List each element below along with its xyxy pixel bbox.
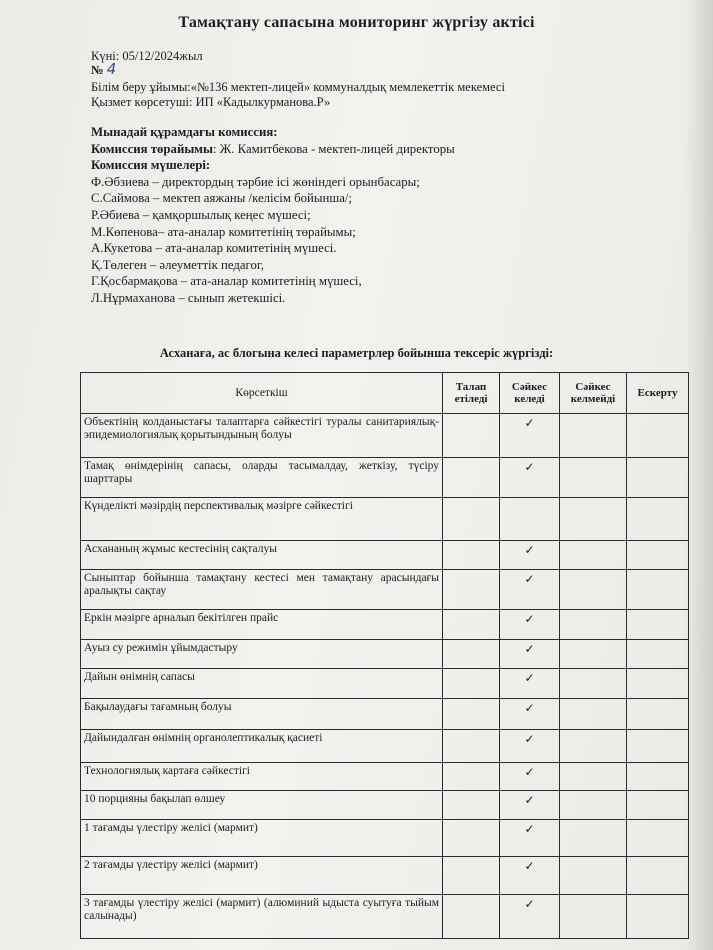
matches-cell: ✓ — [500, 763, 560, 791]
table-row — [81, 541, 689, 570]
note-cell — [627, 895, 689, 939]
table-row — [81, 895, 689, 939]
not-matches-cell — [560, 669, 627, 699]
required-cell — [443, 895, 500, 939]
matches-cell: ✓ — [500, 541, 560, 570]
matches-cell: ✓ — [500, 570, 560, 610]
provider-value: ИП «Кадылкурманова.Р» — [195, 95, 331, 109]
note-cell — [627, 820, 689, 857]
commission-member: Л.Нұрмаханова – сынып жетекшісі. — [91, 290, 286, 305]
criterion-cell: Ауыз су режимін ұйымдастыру — [81, 640, 443, 669]
number-value: 4 — [106, 60, 117, 78]
required-cell — [443, 857, 500, 895]
table-row — [81, 414, 689, 458]
criterion-cell: 10 порцияны бақылап өлшеу — [81, 791, 443, 820]
note-cell — [627, 610, 689, 640]
required-cell — [443, 458, 500, 498]
page-edge-shadow — [685, 0, 713, 950]
table-row — [81, 820, 689, 857]
commission-members-label: Комиссия мүшелері: — [91, 158, 211, 173]
criterion-cell: Еркін мәзірге арналып бекітілген прайс — [81, 610, 443, 640]
criterion-cell: 3 тағамды үлестіру желісі (мармит) (алюминий ыдыста суытуға тыйым салынады) — [81, 895, 443, 939]
column-header-indicator: Көрсеткіш — [81, 373, 443, 414]
organization-line — [91, 80, 505, 95]
matches-cell: ✓ — [500, 895, 560, 939]
matches-cell: ✓ — [500, 699, 560, 730]
not-matches-cell — [560, 857, 627, 895]
not-matches-cell — [560, 820, 627, 857]
not-matches-cell — [560, 699, 627, 730]
table-row — [81, 640, 689, 669]
column-header-not-matches: Сәйкес келмейді — [560, 373, 627, 414]
commission-member: М.Көпенова– ата-аналар комитетінің төрайымы; — [91, 224, 356, 239]
criterion-cell: Сыныптар бойынша тамақтану кестесі мен тамақтану арасындағы аралықты сақтау — [81, 570, 443, 610]
not-matches-cell — [560, 498, 627, 541]
required-cell — [443, 699, 500, 730]
matches-cell: ✓ — [500, 458, 560, 498]
not-matches-cell — [560, 791, 627, 820]
note-cell — [627, 414, 689, 458]
not-matches-cell — [560, 541, 627, 570]
organization-value: «№136 мектеп-лицей» коммуналдық мемлекеттік мекемесі — [190, 80, 505, 94]
table-row — [81, 498, 689, 541]
required-cell — [443, 414, 500, 458]
note-cell — [627, 541, 689, 570]
matches-cell: ✓ — [500, 669, 560, 699]
not-matches-cell — [560, 640, 627, 669]
note-cell — [627, 570, 689, 610]
provider-label: Қызмет көрсетуші: — [91, 95, 193, 109]
criterion-cell: Дайын өнімнің сапасы — [81, 669, 443, 699]
criterion-cell: Технологиялық картаға сәйкестігі — [81, 763, 443, 791]
not-matches-cell — [560, 610, 627, 640]
criterion-cell: Күнделікті мәзірдің перспективалық мәзірге сәйкестігі — [81, 498, 443, 541]
table-row — [81, 458, 689, 498]
matches-cell: ✓ — [500, 857, 560, 895]
commission-member: Р.Әбиева – қамқоршылық кеңес мүшесі; — [91, 207, 311, 222]
table-row — [81, 791, 689, 820]
matches-cell: ✓ — [500, 414, 560, 458]
criterion-cell: Бақылаудағы тағамның болуы — [81, 699, 443, 730]
required-cell — [443, 730, 500, 763]
criterion-cell: Дайындалған өнімнің органолептикалық қасиеті — [81, 730, 443, 763]
required-cell — [443, 820, 500, 857]
table-header-row — [81, 373, 689, 414]
commission-member: С.Саймова – мектеп аяжаны /келісім бойынша/; — [91, 191, 352, 206]
required-cell — [443, 610, 500, 640]
matches-cell: ✓ — [500, 820, 560, 857]
not-matches-cell — [560, 414, 627, 458]
commission-chair-value: : Ж. Камитбекова - мектеп-лицей директоры — [213, 141, 455, 156]
not-matches-cell — [560, 730, 627, 763]
provider-line — [91, 95, 330, 110]
table-row — [81, 570, 689, 610]
number-line — [91, 62, 116, 78]
criterion-cell: 2 тағамды үлестіру желісі (мармит) — [81, 857, 443, 895]
note-cell — [627, 857, 689, 895]
matches-cell: ✓ — [500, 640, 560, 669]
criterion-cell: Тамақ өнімдерінің сапасы, оларды тасымалдау, жеткізу, түсіру шарттары — [81, 458, 443, 498]
note-cell — [627, 498, 689, 541]
not-matches-cell — [560, 895, 627, 939]
matches-cell: ✓ — [500, 730, 560, 763]
date-value: 05/12/2024жыл — [122, 49, 203, 63]
note-cell — [627, 791, 689, 820]
commission-member: А.Кукетова – ата-аналар комитетінің мүшесі. — [91, 241, 337, 256]
required-cell — [443, 669, 500, 699]
criterion-cell: Асхананың жұмыс кестесінің сақталуы — [81, 541, 443, 570]
organization-label: Білім беру ұйымы: — [91, 80, 191, 94]
note-cell — [627, 669, 689, 699]
commission-intro: Мынадай құрамдағы комиссия: — [91, 125, 278, 139]
section-title: Асханаға, ас блогына келесі параметрлер бойынша тексеріс жүргізді: — [159, 346, 554, 360]
required-cell — [443, 640, 500, 669]
note-cell — [627, 730, 689, 763]
commission-member: Ф.Әбзиева – директордың тәрбие ісі жөніндегі орынбасары; — [91, 174, 420, 189]
not-matches-cell — [560, 570, 627, 610]
matches-cell: ✓ — [500, 791, 560, 820]
required-cell — [443, 570, 500, 610]
column-header-matches: Сәйкес келеді — [500, 373, 560, 414]
inspection-table — [80, 372, 689, 939]
column-header-note: Ескерту — [627, 373, 689, 414]
date-label: Күні: — [91, 49, 120, 63]
note-cell — [627, 699, 689, 730]
not-matches-cell — [560, 763, 627, 791]
commission-member: Қ.Төлеген – әлеуметтік педагог, — [91, 257, 264, 272]
not-matches-cell — [560, 458, 627, 498]
table-row — [81, 669, 689, 699]
matches-cell — [500, 498, 560, 541]
criterion-cell: Объектінің колданыстағы талаптарға сәйкестігі туралы санитариялық-эпидемиологиялық қорытындының болуы — [81, 414, 443, 458]
required-cell — [443, 498, 500, 541]
number-label: № — [91, 63, 104, 77]
required-cell — [443, 763, 500, 791]
column-header-required: Талап етіледі — [443, 373, 500, 414]
table-row — [81, 730, 689, 763]
commission-member: Г.Қосбармақова – ата-аналар комитетінің мүшесі, — [91, 274, 362, 289]
criterion-cell: 1 тағамды үлестіру желісі (мармит) — [81, 820, 443, 857]
table-row — [81, 699, 689, 730]
note-cell — [627, 458, 689, 498]
table-row — [81, 857, 689, 895]
matches-cell: ✓ — [500, 610, 560, 640]
table-row — [81, 763, 689, 791]
document-title: Тамақтану сапасына мониторинг жүргізу актісі — [178, 14, 535, 31]
note-cell — [627, 763, 689, 791]
note-cell — [627, 640, 689, 669]
commission-chair-label: Комиссия төрайымы — [91, 141, 214, 156]
required-cell — [443, 541, 500, 570]
required-cell — [443, 791, 500, 820]
commission-block — [91, 124, 455, 307]
table-row — [81, 610, 689, 640]
